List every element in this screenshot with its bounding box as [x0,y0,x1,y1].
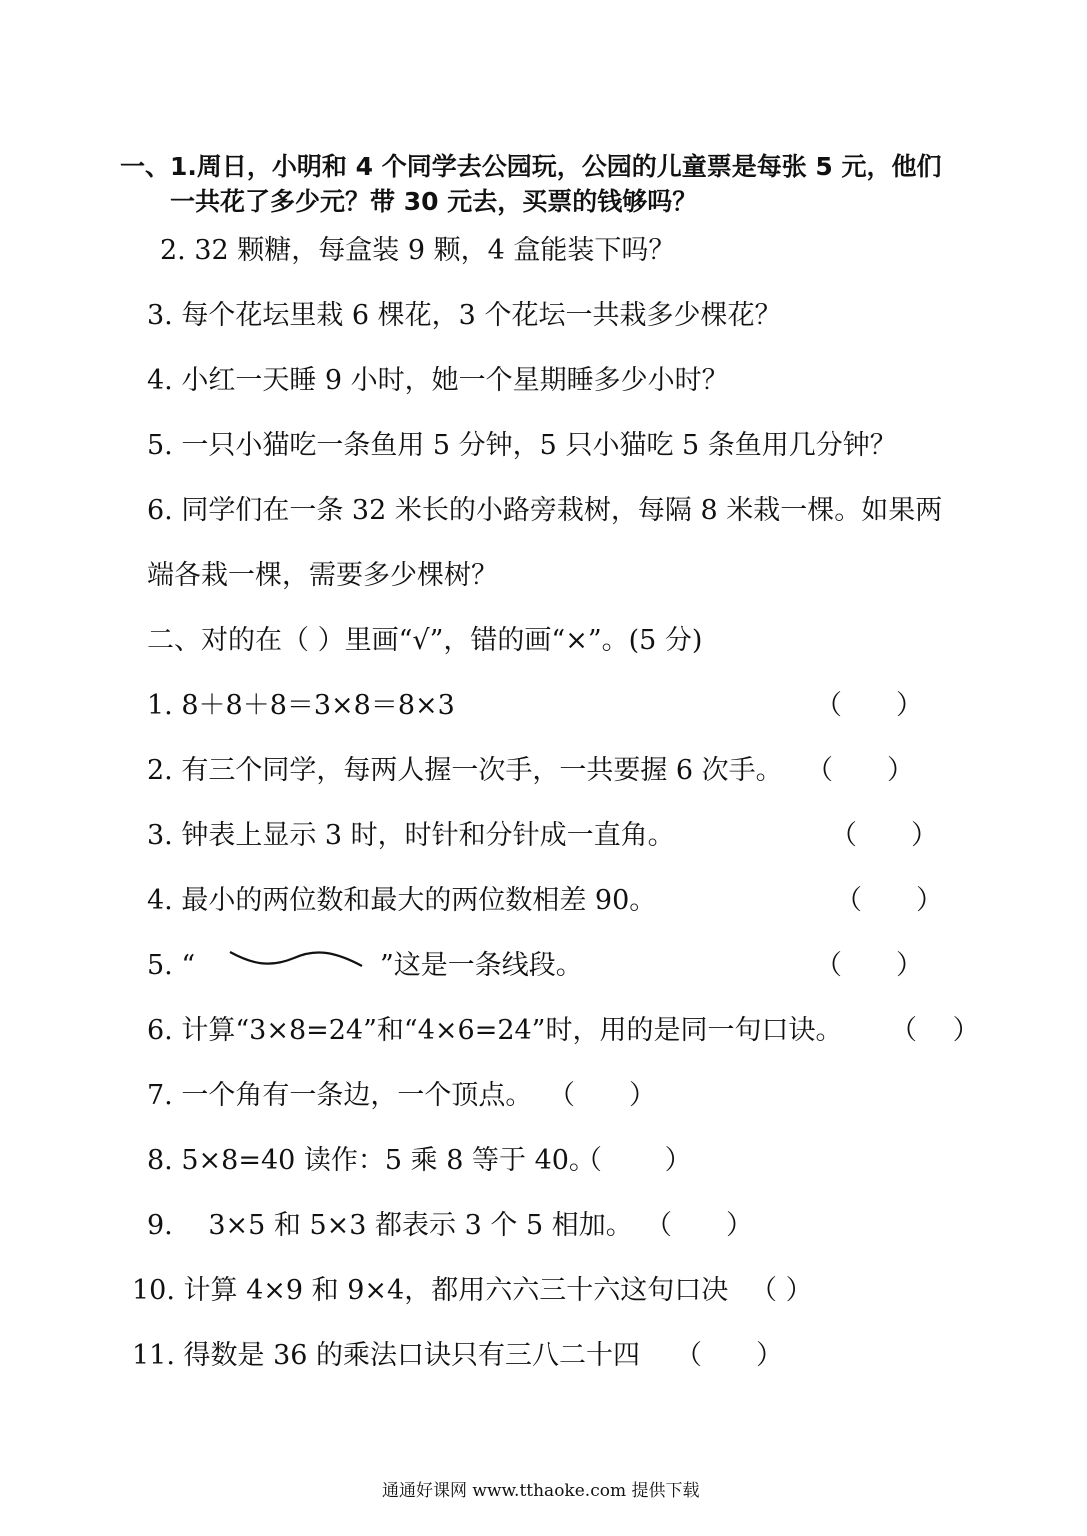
question-5: 5. 一只小猫吃一条鱼用 5 分钟，5 只小猫吃 5 条鱼用几分钟？ [147,430,897,461]
answer-bracket-10: （ ） [750,1275,813,1306]
judge-item-7: 7. 一个角有一条边，一个顶点。 [147,1080,533,1111]
answer-bracket-6: （ ） [890,1015,980,1046]
judge-item-9: 9. 3×5 和 5×3 都表示 3 个 5 相加。 [147,1210,633,1241]
answer-bracket-5: （ ） [815,950,923,981]
question-6-line-1: 6. 同学们在一条 32 米长的小路旁栽树，每隔 8 米栽一棵。如果两 [147,495,943,526]
answer-bracket-7: （ ） [548,1080,656,1111]
judge-item-6: 6. 计算“3×8=24”和“4×6=24”时，用的是同一句口诀。 [147,1015,843,1046]
answer-bracket-8: （ ） [575,1145,692,1176]
answer-bracket-1: （ ） [815,690,923,721]
judge-item-5-prefix: 5. “ [147,950,196,981]
question-6-line-2: 端各栽一棵，需要多少棵树？ [147,560,498,591]
judge-item-2: 2. 有三个同学，每两人握一次手，一共要握 6 次手。 [147,755,783,786]
question-4: 4. 小红一天睡 9 小时，她一个星期睡多少小时？ [147,365,729,396]
answer-bracket-9: （ ） [645,1210,753,1241]
answer-bracket-2: （ ） [806,755,914,786]
section-2-heading: 二、对的在（ ）里画“√”，错的画“×”。(5 分) [147,625,703,656]
answer-bracket-3: （ ） [830,820,938,851]
judge-item-4: 4. 最小的两位数和最大的两位数相差 90。 [147,885,657,916]
question-1-line-2: 一共花了多少元？带 30 元去，买票的钱够吗？ [170,187,698,216]
judge-item-3: 3. 钟表上显示 3 时，时针和分针成一直角。 [147,820,675,851]
footer-credit: 通通好课网 www.tthaoke.com 提供下载 [382,1481,700,1501]
question-3: 3. 每个花坛里栽 6 棵花，3 个花坛一共栽多少棵花？ [147,300,782,331]
wavy-line-figure [228,942,364,976]
judge-item-8: 8. 5×8=40 读作：5 乘 8 等于 40。 [147,1145,596,1176]
judge-item-5-suffix: ”这是一条线段。 [380,950,583,981]
judge-item-11: 11. 得数是 36 的乘法口诀只有三八二十四 [132,1340,641,1371]
question-2: 2. 32 颗糖，每盒装 9 颗，4 盒能装下吗？ [160,235,676,266]
judge-item-1: 1. 8＋8＋8＝3×8＝8×3 [147,690,455,721]
judge-item-10: 10. 计算 4×9 和 9×4，都用六六三十六这句口决 [132,1275,729,1306]
answer-bracket-11: （ ） [675,1340,783,1371]
answer-bracket-4: （ ） [835,885,943,916]
question-1-line-1: 一、1.周日，小明和 4 个同学去公园玩，公园的儿童票是每张 5 元，他们 [120,152,942,181]
